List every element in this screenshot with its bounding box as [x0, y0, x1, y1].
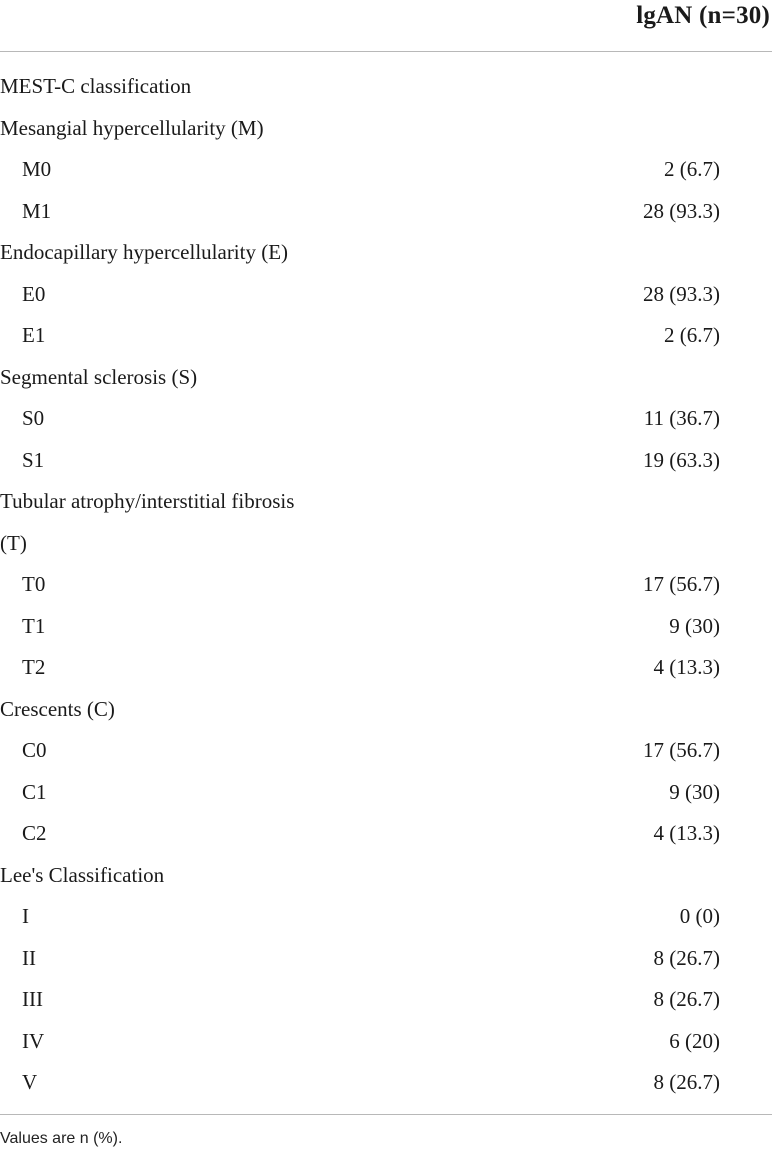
row-section	[0, 66, 772, 108]
row-subitem	[0, 1021, 772, 1063]
table-bottom-rule	[0, 1114, 772, 1115]
row-subitem	[0, 772, 772, 814]
row-value: 9 (30)	[669, 779, 720, 804]
row-label: Tubular atrophy/interstitial fibrosis	[0, 489, 295, 513]
row-label: V	[22, 1070, 38, 1094]
row-value: 2 (6.7)	[664, 323, 720, 347]
row-label: M1	[22, 198, 52, 223]
row-subitem	[0, 149, 772, 191]
row-value: 28 (93.3)	[643, 281, 720, 306]
row-label: E0	[22, 281, 46, 306]
row-value: 8 (26.7)	[653, 987, 720, 1011]
row-label: S1	[22, 447, 45, 472]
row-label: E1	[22, 323, 46, 347]
row-value: 6 (20)	[669, 1028, 720, 1053]
column-header: lgAN (n=30)	[636, 2, 770, 29]
row-label: II	[22, 945, 36, 970]
row-value: 4 (13.3)	[653, 655, 720, 679]
row-label: Crescents (C)	[0, 696, 115, 721]
row-category	[0, 481, 772, 523]
row-value: 9 (30)	[669, 613, 720, 638]
row-category	[0, 357, 772, 399]
row-label: S0	[22, 406, 45, 430]
row-label: MEST-C classification	[0, 74, 192, 98]
row-value: 11 (36.7)	[643, 406, 720, 430]
row-label: Lee's Classification	[0, 862, 165, 887]
row-value: 17 (56.7)	[643, 738, 720, 762]
table-header-row	[0, 0, 772, 52]
row-label: M0	[22, 157, 52, 181]
row-subitem	[0, 315, 772, 357]
row-label: IV	[22, 1028, 45, 1053]
row-subitem	[0, 647, 772, 689]
row-label: Segmental sclerosis (S)	[0, 364, 198, 389]
row-category	[0, 855, 772, 897]
row-label: C0	[22, 738, 47, 762]
row-label: I	[22, 904, 29, 928]
row-category	[0, 689, 772, 731]
row-label: C2	[22, 821, 47, 845]
row-label: T2	[22, 655, 46, 679]
row-value: 2 (6.7)	[664, 157, 720, 181]
row-label: Mesangial hypercellularity (M)	[0, 115, 264, 140]
row-subitem	[0, 398, 772, 440]
row-value: 19 (63.3)	[643, 447, 720, 472]
row-category-continuation	[0, 523, 772, 565]
row-subitem	[0, 938, 772, 980]
row-subitem	[0, 1062, 772, 1104]
row-value: 8 (26.7)	[653, 945, 720, 970]
row-value: 4 (13.3)	[653, 821, 720, 845]
row-subitem	[0, 896, 772, 938]
row-subitem	[0, 564, 772, 606]
row-value: 28 (93.3)	[643, 198, 720, 223]
row-category	[0, 108, 772, 150]
row-subitem	[0, 274, 772, 316]
row-label: (T)	[0, 530, 27, 555]
row-subitem	[0, 440, 772, 482]
row-label: T0	[22, 572, 46, 596]
row-value: 8 (26.7)	[653, 1070, 720, 1094]
row-label: Endocapillary hypercellularity (E)	[0, 240, 289, 264]
row-subitem	[0, 191, 772, 233]
row-label: III	[22, 987, 43, 1011]
row-value: 0 (0)	[679, 904, 720, 928]
row-label: T1	[22, 613, 46, 638]
table-body	[0, 52, 772, 1104]
row-subitem	[0, 813, 772, 855]
row-subitem	[0, 979, 772, 1021]
row-value: 17 (56.7)	[643, 572, 720, 596]
row-category	[0, 232, 772, 274]
row-label: C1	[22, 779, 47, 804]
row-subitem	[0, 606, 772, 648]
table-footnote: Values are n (%).	[0, 1130, 123, 1147]
row-subitem	[0, 730, 772, 772]
